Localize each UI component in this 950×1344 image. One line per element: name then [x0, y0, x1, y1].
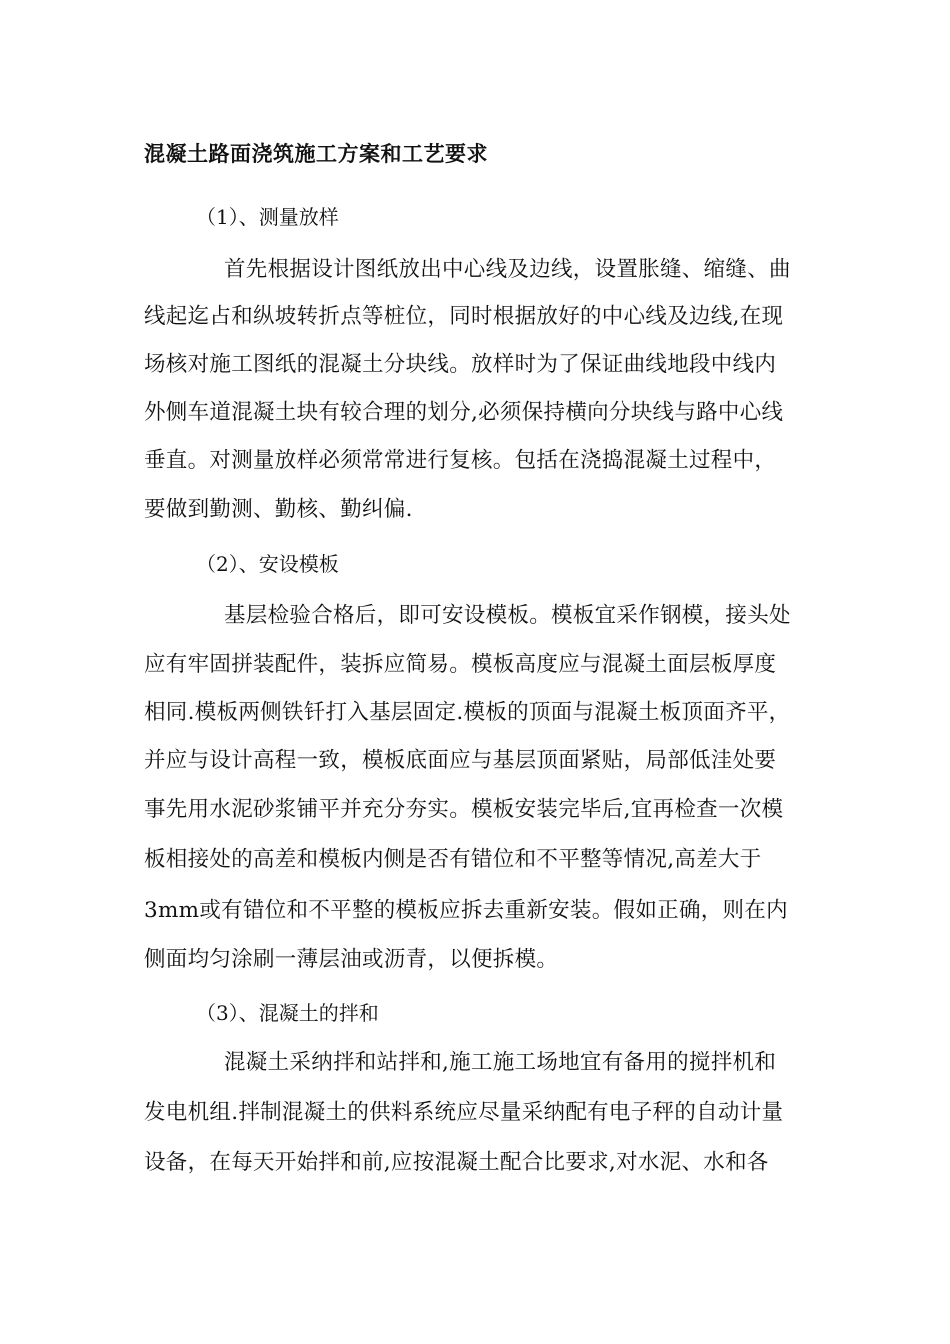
- paragraph-line: 相同.模板两侧铁钎打入基层固定.模板的顶面与混凝土板顶面齐平，: [144, 700, 791, 725]
- section-heading-2: （2）、安设模板: [196, 552, 339, 576]
- document-title: 混凝土路面浇筑施工方案和工艺要求: [144, 141, 488, 166]
- paragraph-line: 外侧车道混凝土块有较合理的划分,必须保持横向分块线与路中心线: [144, 400, 784, 425]
- paragraph-line: 设备，在每天开始拌和前,应按混凝土配合比要求,对水泥、水和各: [144, 1150, 769, 1175]
- paragraph-line: 基层检验合格后，即可安设模板。模板宜采作钢模，接头处: [224, 603, 791, 628]
- paragraph-line: 板相接处的高差和模板内侧是否有错位和不平整等情况,高差大于: [144, 847, 762, 872]
- paragraph-line: 并应与设计高程一致，模板底面应与基层顶面紧贴，局部低洼处要: [144, 748, 777, 773]
- paragraph-line: 垂直。对测量放样必须常常进行复核。包括在浇捣混凝土过程中，: [144, 448, 777, 473]
- paragraph-line: 混凝土采纳拌和站拌和,施工施工场地宜有备用的搅拌机和: [224, 1050, 777, 1075]
- paragraph-line: 3mm或有错位和不平整的模板应拆去重新安装。假如正确，则在内: [144, 898, 788, 923]
- paragraph-line: 侧面均匀涂刷一薄层油或沥青，以便拆模。: [144, 947, 559, 972]
- paragraph-line: 发电机组.拌制混凝土的供料系统应尽量采纳配有电子秤的自动计量: [144, 1100, 784, 1125]
- section-heading-1: （1）、测量放样: [196, 205, 339, 229]
- paragraph-line: 场核对施工图纸的混凝土分块线。放样时为了保证曲线地段中线内: [144, 352, 777, 377]
- paragraph-line: 要做到勤测、勤核、勤纠偏.: [144, 497, 413, 522]
- paragraph-line: 线起迄占和纵坡转折点等桩位，同时根据放好的中心线及边线,在现: [144, 304, 784, 329]
- paragraph-line: 事先用水泥砂浆铺平并充分夯实。模板安装完毕后,宜再检查一次模: [144, 797, 784, 822]
- section-heading-3: （3）、混凝土的拌和: [196, 1001, 379, 1025]
- paragraph-line: 应有牢固拼装配件，装拆应简易。模板高度应与混凝土面层板厚度: [144, 652, 777, 677]
- paragraph-line: 首先根据设计图纸放出中心线及边线，设置胀缝、缩缝、曲: [224, 257, 791, 282]
